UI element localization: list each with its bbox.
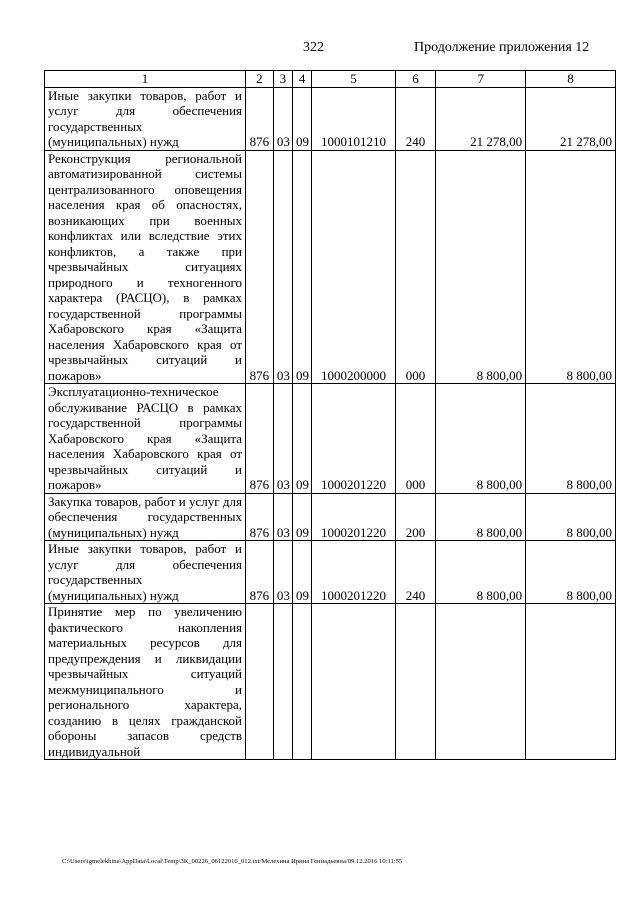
budget-table xyxy=(44,70,616,760)
cell-amount-total: 8 800,00 xyxy=(526,384,616,494)
cell-ministry-code: 876 xyxy=(246,493,274,541)
cell-subsection: 09 xyxy=(293,384,312,494)
cell-target-article: 1000101210 xyxy=(312,87,395,150)
column-header: 1 xyxy=(45,71,246,88)
cell-amount: 8 800,00 xyxy=(436,541,526,604)
cell-ministry-code: 876 xyxy=(246,541,274,604)
cell-amount-total xyxy=(526,604,616,760)
cell-expense-type: 240 xyxy=(395,87,436,150)
table-row xyxy=(45,150,616,384)
row-name: Иные закупки товаров, работ и услуг для обеспечения государственных (муниципальных) нужд xyxy=(45,87,246,150)
cell-ministry-code: 876 xyxy=(246,150,274,384)
row-name: Эксплуатационно-техническое обслуживание РАСЦО в рамках государственной программы Хабаровского края «Защита населения Хабаровского края от чрезвычайных ситуаций и пожаров» xyxy=(45,384,246,494)
column-header: 3 xyxy=(273,71,292,88)
cell-amount: 21 278,00 xyxy=(436,87,526,150)
cell-subsection xyxy=(293,604,312,760)
cell-section: 03 xyxy=(273,384,292,494)
cell-ministry-code: 876 xyxy=(246,87,274,150)
cell-section: 03 xyxy=(273,150,292,384)
cell-amount: 8 800,00 xyxy=(436,493,526,541)
cell-amount-total: 8 800,00 xyxy=(526,150,616,384)
cell-section xyxy=(273,604,292,760)
cell-expense-type xyxy=(395,604,436,760)
cell-target-article: 1000201220 xyxy=(312,493,395,541)
footer-file-path: C:\Users\igmelekhina\AppData\Local\Temp\ЗК_00226_06122016_012.txt/Мелехина Ирина Геннадьевна/09.12.2016 10:11:55 xyxy=(62,858,403,865)
cell-amount xyxy=(436,604,526,760)
column-header: 4 xyxy=(293,71,312,88)
cell-subsection: 09 xyxy=(293,150,312,384)
cell-expense-type: 200 xyxy=(395,493,436,541)
cell-amount-total: 8 800,00 xyxy=(526,541,616,604)
table-header-row xyxy=(45,71,616,88)
column-header: 8 xyxy=(526,71,616,88)
column-header: 5 xyxy=(312,71,395,88)
cell-expense-type: 000 xyxy=(395,384,436,494)
cell-section: 03 xyxy=(273,541,292,604)
table-row xyxy=(45,384,616,494)
cell-ministry-code xyxy=(246,604,274,760)
table-row xyxy=(45,541,616,604)
page-number: 322 xyxy=(303,40,324,55)
cell-amount: 8 800,00 xyxy=(436,150,526,384)
table-row xyxy=(45,604,616,760)
cell-target-article: 1000200000 xyxy=(312,150,395,384)
column-header: 6 xyxy=(395,71,436,88)
row-name: Реконструкция региональной автоматизированной системы централизованного оповещения населения края об опасностях, возникающих при военных конфликтах или вследствие этих конфликтов, а также при чрезвычайных ситуациях природного и техногенного характера (РАСЦО), в рамках государственной программы Хабаровского края «Защита населения Хабаровского края от чрезвычайных ситуаций и пожаров» xyxy=(45,150,246,384)
cell-ministry-code: 876 xyxy=(246,384,274,494)
column-header: 7 xyxy=(436,71,526,88)
cell-amount: 8 800,00 xyxy=(436,384,526,494)
continuation-label: Продолжение приложения 12 xyxy=(414,40,590,55)
table-row xyxy=(45,493,616,541)
cell-target-article: 1000201220 xyxy=(312,384,395,494)
cell-amount-total: 8 800,00 xyxy=(526,493,616,541)
cell-expense-type: 240 xyxy=(395,541,436,604)
cell-target-article: 1000201220 xyxy=(312,541,395,604)
cell-target-article xyxy=(312,604,395,760)
cell-section: 03 xyxy=(273,87,292,150)
column-header: 2 xyxy=(246,71,274,88)
cell-subsection: 09 xyxy=(293,541,312,604)
cell-expense-type: 000 xyxy=(395,150,436,384)
cell-section: 03 xyxy=(273,493,292,541)
cell-amount-total: 21 278,00 xyxy=(526,87,616,150)
table-row xyxy=(45,87,616,150)
cell-subsection: 09 xyxy=(293,87,312,150)
cell-subsection: 09 xyxy=(293,493,312,541)
row-name: Принятие мер по увеличению фактического накопления материальных ресурсов для предупреждения и ликвидации чрезвычайных ситуаций межмуниципального и регионального характера, созданию в целях гражданской обороны запасов средств индивидуальной xyxy=(45,604,246,760)
row-name: Иные закупки товаров, работ и услуг для обеспечения государственных (муниципальных) нужд xyxy=(45,541,246,604)
row-name: Закупка товаров, работ и услуг для обеспечения государственных (муниципальных) нужд xyxy=(45,493,246,541)
